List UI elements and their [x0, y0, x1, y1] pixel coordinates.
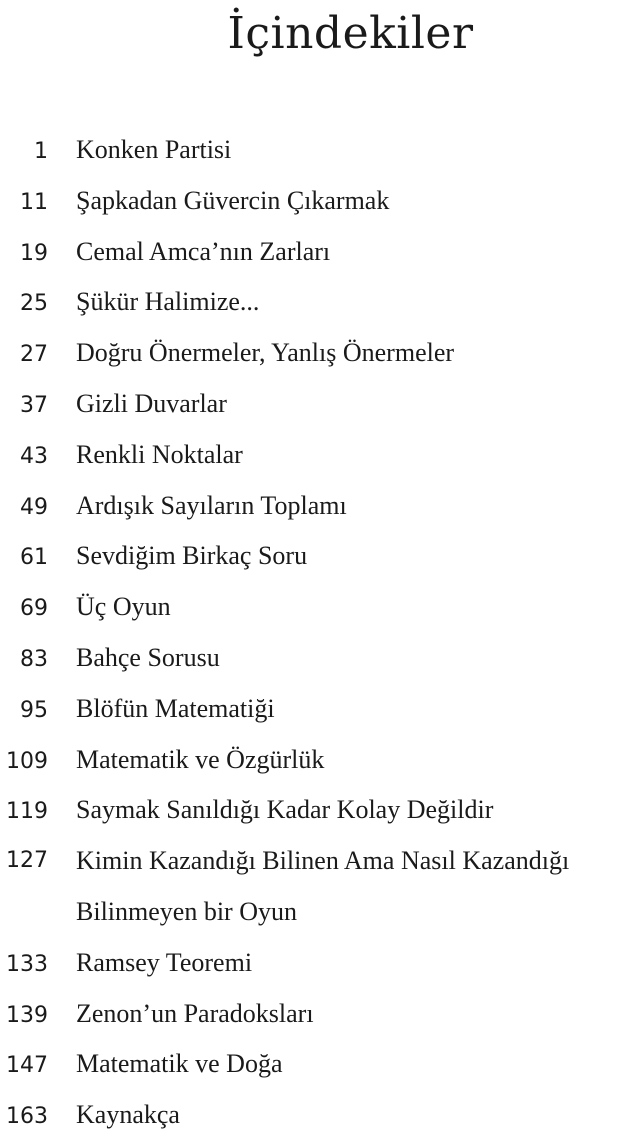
toc-entry [0, 582, 641, 633]
page-number: 163 [6, 1104, 48, 1130]
page-number: 139 [6, 1002, 48, 1028]
page-number: 1 [34, 139, 48, 164]
chapter-title: Cemal Amca’nın Zarları [76, 236, 331, 266]
chapter-title: Şapkadan Güvercin Çıkarmak [76, 185, 390, 215]
page-number: 37 [20, 392, 48, 418]
chapter-title: Blöfün Matematiği [76, 693, 275, 723]
page-number: 61 [20, 545, 48, 571]
chapter-title-line-1: Kimin Kazandığı Bilinen Ama Nasıl Kazandığı [76, 846, 570, 876]
toc-entry [0, 938, 641, 989]
toc-entry [0, 277, 641, 328]
chapter-title: Renkli Noktalar [76, 439, 243, 469]
toc-entry [0, 633, 641, 684]
chapter-title: Şükür Halimize... [76, 287, 260, 317]
chapter-title: Sevdiğim Birkaç Soru [76, 541, 308, 571]
chapter-title: Matematik ve Özgürlük [76, 744, 325, 774]
toc-entry [0, 684, 641, 735]
page-number: 95 [20, 697, 48, 723]
chapter-title: Ardışık Sayıların Toplamı [76, 490, 347, 520]
page-number: 147 [6, 1053, 48, 1079]
page-number: 133 [6, 951, 48, 977]
page-number: 43 [20, 443, 48, 469]
toc-entry [0, 1090, 641, 1141]
toc-entry [0, 531, 641, 582]
chapter-title: Zenon’un Paradoksları [76, 998, 314, 1028]
page-number: 109 [6, 748, 48, 774]
page-number: 27 [20, 342, 48, 368]
table-of-contents [0, 125, 641, 1141]
toc-entry [0, 328, 641, 379]
page-number: 19 [20, 240, 48, 266]
page-number: 11 [20, 189, 48, 215]
toc-entry [0, 430, 641, 481]
page-number: 69 [20, 596, 48, 622]
chapter-title: Doğru Önermeler, Yanlış Önermeler [76, 338, 455, 368]
toc-entry [0, 735, 641, 786]
page-number: 127 [6, 848, 48, 874]
chapter-title: Üç Oyun [76, 592, 171, 622]
page-number: 49 [20, 494, 48, 520]
chapter-title-line-2: Bilinmeyen bir Oyun [76, 896, 297, 926]
chapter-title: Kaynakça [76, 1100, 180, 1130]
toc-entry [0, 481, 641, 532]
page-number: 83 [20, 646, 48, 672]
toc-entry [0, 836, 641, 938]
chapter-title: Saymak Sanıldığı Kadar Kolay Değildir [76, 795, 494, 825]
toc-entry [0, 785, 641, 836]
toc-entry [0, 379, 641, 430]
chapter-title: Bahçe Sorusu [76, 642, 220, 672]
toc-entry [0, 227, 641, 278]
chapter-title: Matematik ve Doğa [76, 1049, 283, 1079]
page-number: 119 [6, 799, 48, 825]
toc-entry [0, 989, 641, 1040]
chapter-title: Gizli Duvarlar [76, 388, 227, 418]
toc-entry [0, 176, 641, 227]
chapter-title [76, 836, 636, 938]
toc-entry [0, 1039, 641, 1090]
chapter-title: Konken Partisi [76, 135, 232, 164]
toc-entry [0, 125, 641, 176]
page-title: İçindekiler [227, 8, 474, 59]
page-number: 25 [20, 291, 48, 317]
chapter-title: Ramsey Teoremi [76, 947, 253, 977]
